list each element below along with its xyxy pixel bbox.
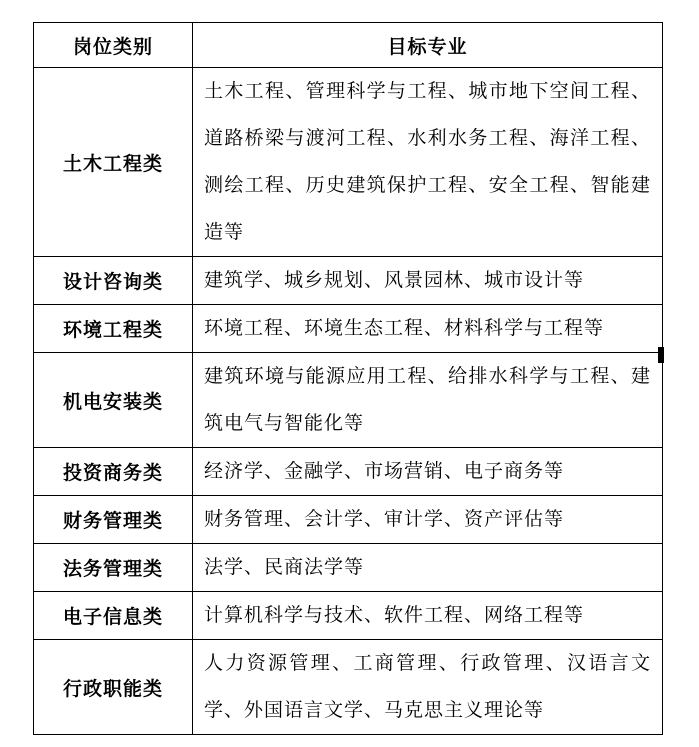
category-cell: 投资商务类 bbox=[34, 448, 193, 496]
majors-cell: 计算机科学与技术、软件工程、网络工程等 bbox=[193, 592, 663, 640]
table-row bbox=[34, 353, 663, 448]
table-row bbox=[34, 592, 663, 640]
table-row bbox=[34, 544, 663, 592]
table-row bbox=[34, 257, 663, 305]
majors-cell: 建筑环境与能源应用工程、给排水科学与工程、建筑电气与智能化等 bbox=[193, 353, 663, 448]
category-cell: 电子信息类 bbox=[34, 592, 193, 640]
table-border-artifact-mark bbox=[658, 347, 664, 363]
majors-cell: 土木工程、管理科学与工程、城市地下空间工程、道路桥梁与渡河工程、水利水务工程、海洋工程、测绘工程、历史建筑保护工程、安全工程、智能建造等 bbox=[193, 68, 663, 257]
header-majors: 目标专业 bbox=[193, 23, 663, 68]
header-category: 岗位类别 bbox=[34, 23, 193, 68]
majors-cell: 人力资源管理、工商管理、行政管理、汉语言文学、外国语言文学、马克思主义理论等 bbox=[193, 640, 663, 735]
majors-cell: 环境工程、环境生态工程、材料科学与工程等 bbox=[193, 305, 663, 353]
positions-majors-table bbox=[33, 22, 663, 735]
table-header-row bbox=[34, 23, 663, 68]
category-cell: 法务管理类 bbox=[34, 544, 193, 592]
category-cell: 设计咨询类 bbox=[34, 257, 193, 305]
majors-cell: 财务管理、会计学、审计学、资产评估等 bbox=[193, 496, 663, 544]
table-row bbox=[34, 68, 663, 257]
majors-cell: 法学、民商法学等 bbox=[193, 544, 663, 592]
table-row bbox=[34, 496, 663, 544]
category-cell: 财务管理类 bbox=[34, 496, 193, 544]
category-cell: 行政职能类 bbox=[34, 640, 193, 735]
category-cell: 土木工程类 bbox=[34, 68, 193, 257]
category-cell: 环境工程类 bbox=[34, 305, 193, 353]
category-cell: 机电安装类 bbox=[34, 353, 193, 448]
table-body bbox=[34, 68, 663, 735]
table-row bbox=[34, 305, 663, 353]
majors-cell: 建筑学、城乡规划、风景园林、城市设计等 bbox=[193, 257, 663, 305]
table-row bbox=[34, 448, 663, 496]
table-row bbox=[34, 640, 663, 735]
majors-cell: 经济学、金融学、市场营销、电子商务等 bbox=[193, 448, 663, 496]
